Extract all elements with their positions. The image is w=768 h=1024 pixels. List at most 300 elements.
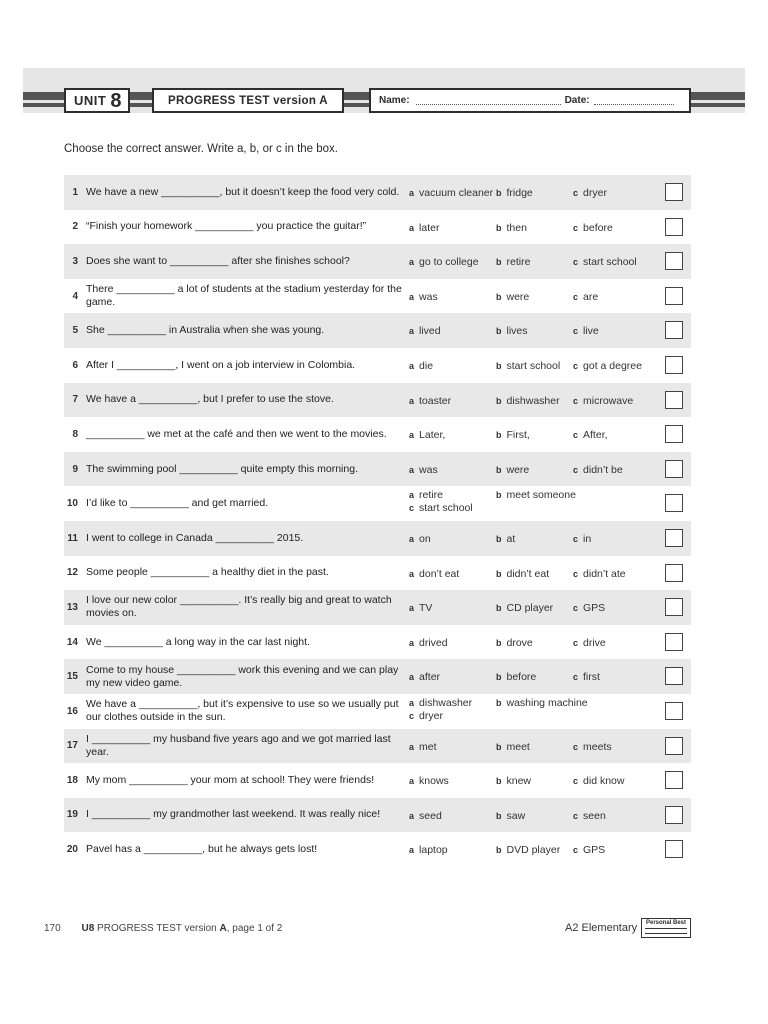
question-row [64, 798, 691, 833]
option-b [496, 429, 530, 441]
option-b [496, 360, 560, 372]
option-letter: a [409, 533, 415, 544]
option-text: retire [506, 256, 531, 269]
question-row [64, 625, 691, 660]
date-label: Date: [564, 95, 590, 106]
option-text: met [419, 740, 437, 753]
option-letter: a [409, 291, 415, 302]
option-letter: b [496, 464, 502, 475]
answer-box[interactable] [665, 321, 683, 339]
option-a [409, 637, 448, 649]
question-text [86, 383, 404, 418]
option-c [573, 325, 599, 337]
option-text: was [419, 290, 438, 303]
question-number: 15 [66, 671, 78, 683]
answer-box[interactable] [665, 391, 683, 409]
option-letter: a [409, 257, 415, 268]
question-text [86, 694, 404, 729]
option-text: lives [506, 325, 528, 338]
option-a [409, 602, 432, 614]
option-letter: c [573, 845, 579, 856]
logo-bar [645, 928, 687, 934]
option-c [573, 637, 606, 649]
name-date-box [369, 88, 691, 113]
question-row [64, 763, 691, 798]
option-a [409, 775, 449, 787]
option-letter: c [573, 776, 579, 787]
date-field[interactable] [594, 96, 674, 105]
option-text: microwave [583, 394, 634, 407]
answer-box[interactable] [665, 702, 683, 720]
option-text: didn’t eat [506, 567, 550, 580]
question-number: 12 [66, 567, 78, 579]
question-text-content: She __________ in Australia when she was young. [86, 324, 325, 337]
option-letter: b [496, 810, 502, 821]
option-letter: b [496, 490, 502, 501]
option-letter: a [409, 741, 415, 752]
option-text: First, [506, 429, 530, 442]
question-number: 6 [72, 359, 78, 371]
question-number: 9 [72, 463, 78, 475]
option-text: before [583, 221, 613, 234]
unit-code: U8 [81, 923, 95, 934]
question-text-content: I __________ my grandmother last weekend. It was really nice! [86, 808, 381, 821]
question-number: 17 [66, 740, 78, 752]
question-number: 5 [72, 325, 78, 337]
option-letter: c [573, 637, 579, 648]
question-text-content: Pavel has a __________, but he always gets lost! [86, 843, 318, 856]
option-c [573, 187, 607, 199]
question-text-content: __________ we met at the café and then we went to the movies. [86, 427, 387, 440]
option-letter: c [573, 257, 579, 268]
option-letter: a [409, 672, 415, 683]
option-text: after [419, 671, 441, 684]
answer-box[interactable] [665, 460, 683, 478]
logo-text: Personal Best [645, 920, 687, 926]
option-a [409, 325, 441, 337]
question-row [64, 279, 691, 314]
option-text: were [506, 463, 530, 476]
option-text: are [583, 290, 599, 303]
question-text [86, 417, 404, 452]
question-row [64, 694, 691, 729]
option-b [496, 489, 576, 501]
question-row [64, 729, 691, 764]
option-text: CD player [506, 602, 554, 615]
option-letter: c [573, 672, 579, 683]
option-letter: c [573, 430, 579, 441]
question-text-content: After I __________, I went on a job interview in Colombia. [86, 358, 356, 371]
option-b [496, 325, 528, 337]
question-text [86, 832, 404, 867]
option-a [409, 222, 439, 234]
instructions: Choose the correct answer. Write a, b, or c in the box. [64, 143, 339, 155]
question-text [86, 729, 404, 764]
answer-box[interactable] [665, 598, 683, 616]
option-text: vacuum cleaner [419, 187, 494, 199]
option-b [496, 568, 549, 580]
question-text-content: There __________ a lot of students at the stadium yesterday for the game. [86, 283, 402, 309]
option-letter: c [573, 360, 579, 371]
question-text [86, 625, 404, 660]
option-letter: b [496, 188, 502, 198]
option-text: retire [419, 489, 443, 502]
option-text: first [583, 671, 600, 684]
option-text: lived [419, 325, 441, 338]
option-letter: b [496, 326, 502, 337]
option-b [496, 256, 530, 268]
option-c [409, 502, 473, 514]
question-text-content: “Finish your homework __________ you practice the guitar!” [86, 220, 367, 233]
option-c [573, 775, 624, 787]
personal-best-logo [641, 918, 691, 938]
option-letter: c [573, 603, 579, 614]
option-a [409, 360, 433, 372]
question-text [86, 348, 404, 383]
question-row [64, 486, 691, 521]
option-text: saw [506, 809, 526, 822]
answer-box[interactable] [665, 806, 683, 824]
option-a [409, 741, 437, 753]
option-text: at [506, 532, 516, 545]
question-number: 11 [67, 532, 78, 544]
option-text: before [506, 671, 537, 684]
answer-box[interactable] [665, 494, 683, 512]
option-text: dishwasher [419, 696, 473, 709]
option-text: meet [506, 740, 530, 753]
option-text: drived [419, 636, 448, 649]
question-text [86, 763, 404, 798]
option-a [409, 187, 493, 199]
question-text-content: We have a __________, but I prefer to use the stove. [86, 393, 334, 406]
option-text: drive [583, 636, 606, 649]
question-row [64, 832, 691, 867]
question-row [64, 556, 691, 591]
option-letter: c [573, 464, 579, 475]
question-number: 16 [66, 705, 78, 717]
option-text: meet someone [506, 489, 576, 502]
option-text: knew [506, 775, 532, 788]
question-number: 7 [72, 394, 78, 406]
option-c [573, 533, 591, 545]
test-title-text: PROGRESS TEST version A [168, 94, 328, 107]
answer-box[interactable] [665, 425, 683, 443]
question-text [86, 313, 404, 348]
question-text [86, 590, 404, 625]
question-number: 10 [66, 498, 78, 510]
answer-box[interactable] [665, 218, 683, 236]
option-c [573, 464, 623, 476]
option-a [409, 697, 472, 709]
answer-box[interactable] [665, 564, 683, 582]
option-letter: a [409, 845, 415, 856]
option-letter: b [496, 672, 502, 683]
option-letter: b [496, 533, 502, 544]
question-number: 2 [72, 221, 78, 233]
option-text: start school [419, 502, 473, 515]
option-letter: c [573, 326, 579, 337]
question-text-content: We __________ a long way in the car last night. [86, 635, 310, 648]
question-text [86, 175, 404, 210]
option-letter: b [496, 360, 502, 371]
option-a [409, 256, 479, 268]
option-a [409, 489, 443, 501]
option-letter: a [409, 222, 415, 233]
option-letter: b [496, 568, 502, 579]
question-text-content: I __________ my husband five years ago and we got married last year. [86, 732, 391, 758]
unit-label [64, 88, 130, 113]
question-text-content: I’d like to __________ and get married. [86, 497, 269, 510]
option-c [573, 671, 600, 683]
option-b [496, 291, 529, 303]
option-c [573, 395, 633, 407]
option-text: fridge [506, 187, 533, 199]
answer-box[interactable] [665, 183, 683, 201]
option-a [409, 671, 440, 683]
question-text [86, 244, 404, 279]
question-text-content: My mom __________ your mom at school! They were friends! [86, 773, 375, 786]
footer-test-label: PROGRESS TEST version [97, 923, 217, 934]
option-b [496, 187, 533, 199]
option-letter: c [573, 222, 579, 233]
option-text: in [583, 532, 592, 545]
option-b [496, 464, 529, 476]
footer-version: A [219, 923, 227, 934]
option-b [496, 533, 515, 545]
question-row [64, 417, 691, 452]
option-c [573, 360, 642, 372]
option-letter: b [496, 845, 502, 856]
option-text: dishwasher [506, 394, 560, 407]
question-text-content: We have a new __________, but it doesn’t keep the food very cold. [86, 185, 400, 198]
option-text: go to college [419, 256, 479, 269]
question-row [64, 175, 691, 210]
option-a [409, 844, 448, 856]
option-letter: b [496, 637, 502, 648]
option-b [496, 810, 525, 822]
option-text: seen [583, 809, 606, 822]
option-c [573, 844, 605, 856]
option-b [496, 775, 531, 787]
option-c [409, 710, 443, 722]
option-text: then [506, 221, 527, 234]
option-letter: c [573, 533, 579, 544]
option-text: drove [506, 636, 533, 649]
option-letter: a [409, 568, 415, 579]
option-text: start school [583, 256, 637, 269]
question-number: 20 [66, 844, 78, 856]
option-b [496, 395, 560, 407]
question-row [64, 348, 691, 383]
option-c [573, 810, 606, 822]
unit-number: 8 [110, 89, 122, 112]
option-letter: c [573, 291, 579, 302]
answer-box[interactable] [665, 633, 683, 651]
option-letter: a [409, 490, 415, 501]
option-text: didn’t ate [583, 567, 626, 580]
option-c [573, 256, 637, 268]
option-text: don’t eat [419, 567, 460, 580]
option-a [409, 568, 459, 580]
option-letter: b [496, 257, 502, 268]
question-row [64, 452, 691, 487]
answer-box[interactable] [665, 529, 683, 547]
question-table [64, 175, 691, 867]
option-letter: a [409, 810, 415, 821]
option-letter: b [496, 430, 502, 441]
option-letter: b [496, 291, 502, 302]
option-text: seed [419, 809, 442, 822]
option-text: dryer [419, 709, 443, 722]
option-text: got a degree [583, 359, 642, 372]
option-c [573, 291, 598, 303]
question-text [86, 279, 404, 314]
option-a [409, 464, 438, 476]
unit-word: UNIT [74, 93, 107, 108]
option-letter: a [409, 776, 415, 787]
option-c [573, 741, 612, 753]
option-b [496, 637, 533, 649]
question-text [86, 452, 404, 487]
level-label: A2 Elementary [565, 922, 638, 934]
question-text [86, 798, 404, 833]
question-text [86, 521, 404, 556]
question-number: 8 [72, 428, 78, 440]
answer-box[interactable] [665, 252, 683, 270]
option-text: did know [583, 775, 625, 788]
page-number: 170 [44, 923, 61, 934]
question-text-content: Some people __________ a healthy diet in the past. [86, 566, 329, 579]
option-text: toaster [419, 394, 452, 407]
question-row [64, 590, 691, 625]
question-number: 13 [66, 601, 78, 613]
option-text: start school [506, 359, 561, 372]
question-text-content: Does she want to __________ after she finishes school? [86, 254, 350, 267]
option-letter: b [496, 222, 502, 233]
question-number: 3 [72, 255, 78, 267]
option-letter: a [409, 430, 415, 441]
option-text: die [419, 359, 434, 372]
question-number: 1 [72, 186, 78, 198]
option-text: live [583, 325, 599, 338]
option-letter: b [496, 395, 502, 406]
option-c [573, 222, 613, 234]
question-text-content: I love our new color __________. It’s really big and great to watch movies on. [86, 594, 392, 620]
question-row [64, 313, 691, 348]
footer-left [44, 923, 282, 934]
option-letter: b [496, 697, 502, 708]
answer-box[interactable] [665, 356, 683, 374]
option-letter: c [573, 810, 579, 821]
option-letter: a [409, 603, 415, 614]
option-text: laptop [419, 844, 448, 857]
option-letter: c [573, 395, 579, 406]
option-a [409, 291, 438, 303]
question-text-content: The swimming pool __________ quite empty this morning. [86, 462, 358, 475]
option-letter: c [409, 503, 415, 514]
option-letter: a [409, 697, 415, 708]
question-row [64, 659, 691, 694]
question-number: 4 [72, 290, 78, 302]
option-text: TV [419, 602, 433, 615]
option-letter: a [409, 464, 415, 475]
option-letter: b [496, 741, 502, 752]
answer-box[interactable] [665, 737, 683, 755]
option-letter: a [409, 188, 415, 198]
option-c [573, 568, 626, 580]
option-letter: a [409, 360, 415, 371]
question-text-content: I went to college in Canada __________ 2015. [86, 531, 304, 544]
option-text: didn’t be [583, 463, 623, 476]
name-label: Name: [379, 95, 410, 106]
test-title [152, 88, 344, 113]
option-text: on [419, 532, 431, 545]
option-letter: a [409, 395, 415, 406]
option-text: later [419, 221, 440, 234]
option-letter: a [409, 326, 415, 337]
answer-box[interactable] [665, 840, 683, 858]
option-text: Later, [419, 429, 446, 442]
answer-box[interactable] [665, 771, 683, 789]
option-text: DVD player [506, 844, 561, 857]
option-a [409, 533, 431, 545]
question-text [86, 556, 404, 591]
option-b [496, 697, 588, 709]
option-letter: c [573, 188, 579, 198]
question-text [86, 486, 404, 521]
option-letter: b [496, 603, 502, 614]
option-c [573, 429, 608, 441]
option-letter: c [573, 741, 579, 752]
option-b [496, 222, 527, 234]
option-text: dryer [583, 187, 607, 199]
option-text: GPS [583, 844, 606, 857]
option-a [409, 395, 451, 407]
name-field[interactable] [416, 96, 561, 105]
question-text-content: We have a __________, but it’s expensive to use so we usually put our clothes outside in the sun. [86, 698, 399, 724]
answer-box[interactable] [665, 287, 683, 305]
question-row [64, 521, 691, 556]
answer-box[interactable] [665, 667, 683, 685]
option-text: After, [583, 429, 608, 442]
option-text: GPS [583, 602, 606, 615]
option-letter: c [573, 568, 579, 579]
question-number: 19 [66, 809, 78, 821]
question-text-content: Come to my house __________ work this evening and we can play my new video game. [86, 663, 399, 689]
option-letter: c [409, 710, 415, 721]
option-b [496, 844, 560, 856]
option-c [573, 602, 605, 614]
option-a [409, 429, 445, 441]
question-number: 18 [66, 774, 78, 786]
option-text: were [506, 290, 530, 303]
option-letter: b [496, 776, 502, 787]
footer-page-info: , page 1 of 2 [226, 923, 283, 934]
question-number: 14 [66, 636, 78, 648]
option-text: meets [583, 740, 612, 753]
question-row [64, 383, 691, 418]
question-text [86, 659, 404, 694]
option-b [496, 602, 553, 614]
option-b [496, 671, 536, 683]
option-text: washing machine [506, 696, 588, 709]
question-row [64, 210, 691, 245]
question-row [64, 244, 691, 279]
option-text: was [419, 463, 438, 476]
option-letter: a [409, 637, 415, 648]
option-a [409, 810, 442, 822]
option-text: knows [419, 775, 449, 788]
